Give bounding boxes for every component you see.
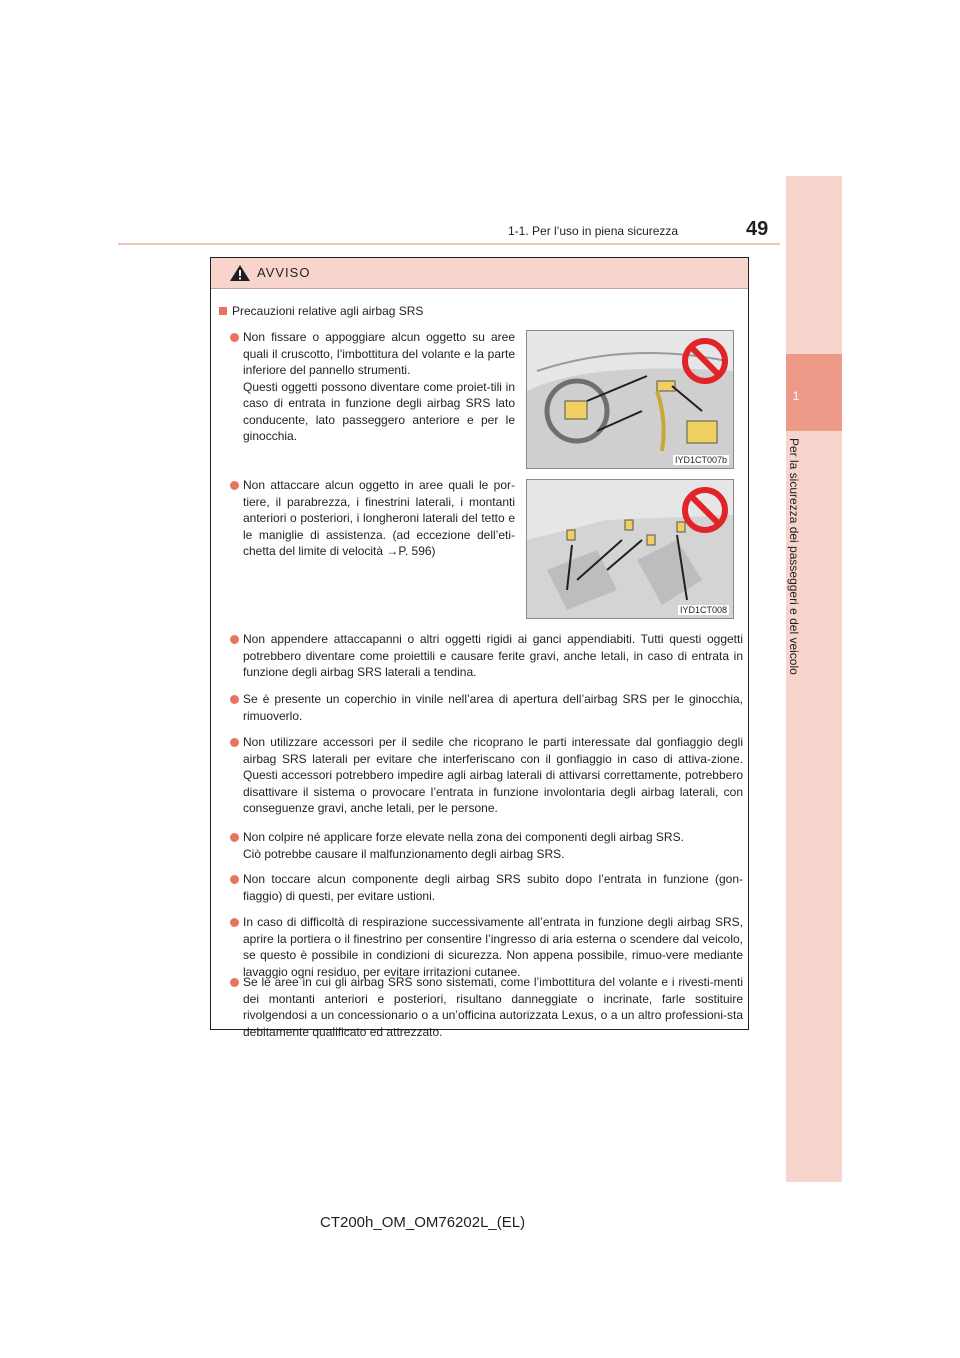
header-rule bbox=[118, 243, 780, 245]
bullet-dot-icon bbox=[230, 833, 239, 842]
warning-title: AVVISO bbox=[257, 265, 311, 280]
bullet-text: Non colpire né applicare forze elevate nella zona dei componenti degli airbag SRS. bbox=[243, 830, 684, 844]
chapter-label bbox=[789, 438, 799, 688]
section-title: 1-1. Per l’uso in piena sicurezza bbox=[508, 224, 679, 238]
bullet-dot-icon bbox=[230, 333, 239, 342]
bullet-text: Non fissare o appoggiare alcun oggetto su aree quali il cruscotto, l’imbottitura del volante e la parte inferiore del pannello strumenti. bbox=[243, 330, 515, 377]
bullet-text-continued: Ciò potrebbe causare il malfunzionamento degli airbag SRS. bbox=[243, 846, 565, 861]
bullet-dot-icon bbox=[230, 695, 239, 704]
document-code: CT200h_OM_OM76202L_(EL) bbox=[320, 1214, 526, 1231]
bullet-text-continued: Questi oggetti possono diventare come proiet-tili in caso di entrata in funzione degli airbag SRS lato conducente, lato passeggero anteriore e per le ginocchia. bbox=[243, 379, 515, 443]
list-item bbox=[243, 477, 515, 560]
list-item bbox=[243, 691, 743, 724]
warning-subheading: Precauzioni relative agli airbag SRS bbox=[219, 304, 423, 318]
list-item bbox=[243, 829, 743, 862]
list-item bbox=[243, 329, 515, 445]
bullet-text: In caso di difficoltà di respirazione successivamente all’entrata in funzione degli airbag SRS, aprire la portiera o il finestrino per consentire l’ingresso di aria esterna o scendere dal veicolo, se questo è possibile in condizioni di sicurezza. Non appena possibile, rimuo-vere mediante lavaggio ogni residuo, per evitare irritazioni cutanee. bbox=[243, 915, 743, 979]
bullet-text: Non attaccare alcun oggetto in aree quali le por-tiere, il parabrezza, i finestrini laterali, i montanti anteriori o posteriori, i longheroni laterali del tetto e le maniglie di assistenza. (ad eccezione dell’eti-chetta del limite di velocità →P. 596) bbox=[243, 478, 515, 558]
bullet-text: Non toccare alcun componente degli airbag SRS subito dopo l’entrata in funzione (gon-fiaggio) di questi, per evitare ustioni. bbox=[243, 872, 743, 903]
warning-box bbox=[210, 257, 749, 1039]
list-item bbox=[243, 734, 743, 817]
chapter-number: 1 bbox=[792, 389, 800, 403]
warning-triangle-icon bbox=[229, 264, 251, 282]
bullet-text: Non appendere attaccapanni o altri oggetti rigidi ai ganci appendiabiti. Tutti questi oggetti potrebbero diventare come proiettili e causare ferite gravi, anche letali, in caso di entrata in funzione degli airbag SRS laterali a tendina. bbox=[243, 632, 743, 679]
image-code: IYD1CT008 bbox=[679, 605, 727, 615]
list-item bbox=[243, 974, 743, 1040]
chapter-label-text: Per la sicurezza dei passeggeri e del veicolo bbox=[787, 438, 801, 675]
cabin-airbag-drawing bbox=[527, 480, 733, 618]
bullet-dot-icon bbox=[230, 918, 239, 927]
list-item bbox=[243, 631, 743, 681]
bullet-text: Se le aree in cui gli airbag SRS sono sistemati, come l’imbottitura del volante e i rivesti-menti dei montanti anteriori e posteriori, risultano danneggiate o incrinate, farle sostituire rivolgendosi a un concessionario o a un’officina autorizzata Lexus, o a un altro professioni-sta debitamente qualificato ed attrezzato. bbox=[243, 975, 743, 1039]
dashboard-airbag-illustration bbox=[526, 330, 734, 469]
list-item bbox=[243, 871, 743, 904]
image-code: IYD1CT007b bbox=[674, 455, 727, 465]
dashboard-airbag-drawing bbox=[527, 331, 733, 468]
bullet-dot-icon bbox=[230, 978, 239, 987]
bullet-dot-icon bbox=[230, 875, 239, 884]
bullet-dot-icon bbox=[230, 635, 239, 644]
bullet-text: Se è presente un coperchio in vinile nell’area di apertura dell’airbag SRS per le ginocchia, rimuoverlo. bbox=[243, 692, 743, 723]
cabin-airbag-illustration bbox=[526, 479, 734, 619]
bullet-text: Non utilizzare accessori per il sedile che ricoprano le parti interessate dal gonfiaggio degli airbag SRS laterali per evitare che interferiscano con il gonfiaggio in caso di attiva-zione. Questi accessori potrebbero impedire agli airbag laterali di attivarsi correttamente, potrebbero disattivare il sistema o provocare l’entrata in funzione involontaria degli airbag laterali, con conseguenze gravi, anche letali, per le persone. bbox=[243, 735, 743, 815]
bullet-dot-icon bbox=[230, 738, 239, 747]
square-bullet-icon bbox=[219, 307, 227, 315]
list-item bbox=[243, 914, 743, 980]
page-number: 49 bbox=[746, 218, 769, 240]
warning-header bbox=[211, 258, 748, 289]
bullet-dot-icon bbox=[230, 481, 239, 490]
